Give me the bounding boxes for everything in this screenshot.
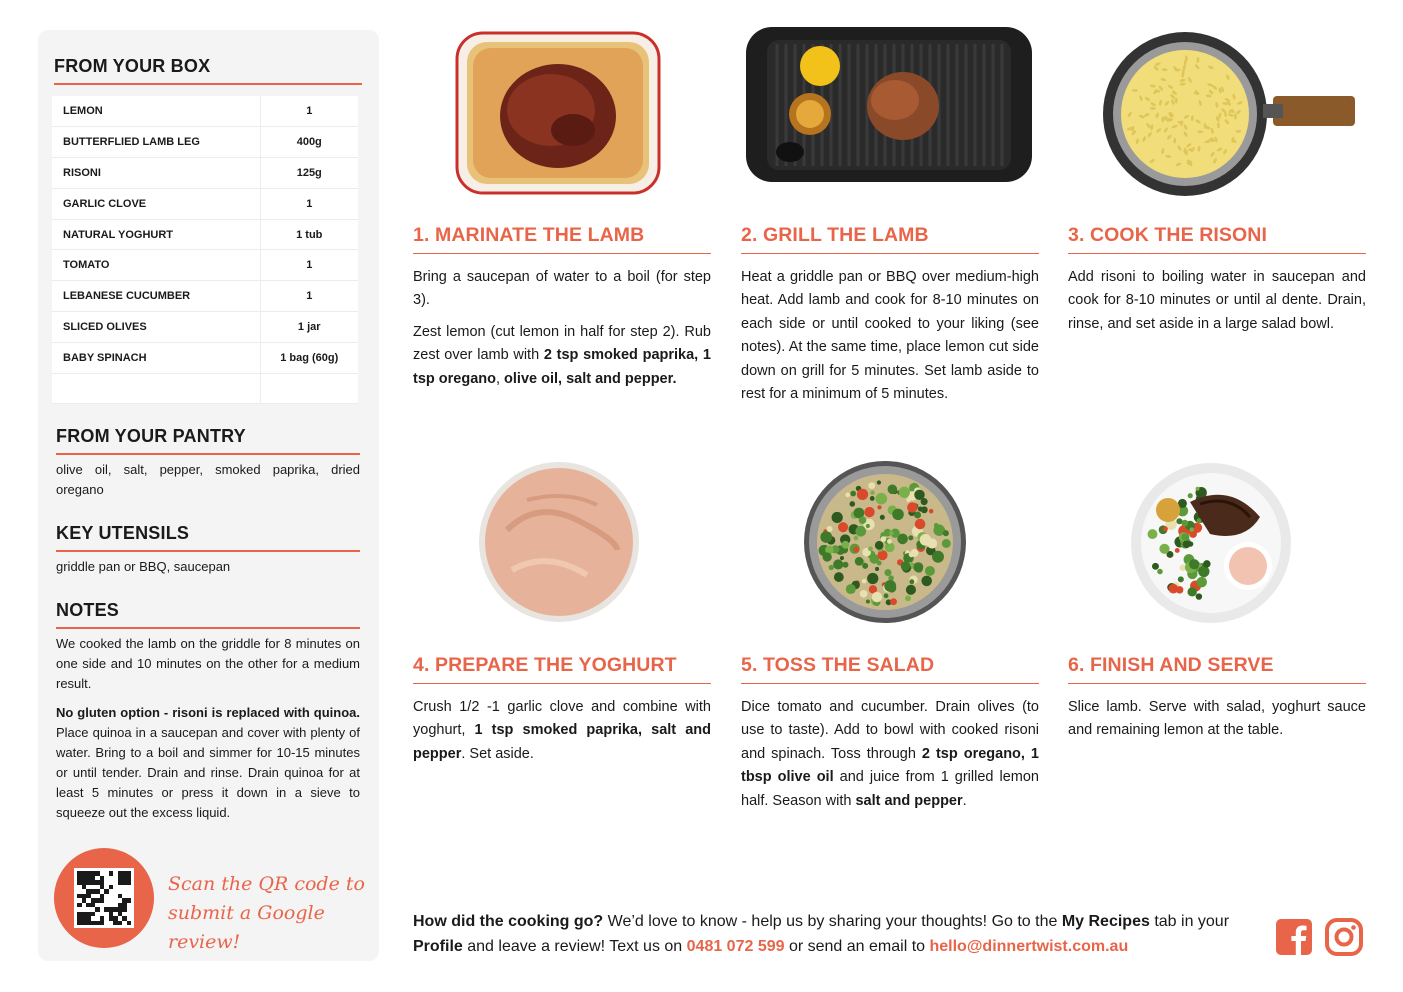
salad-bowl-photo <box>803 460 967 624</box>
ingredient-quantity: 1 bag (60g) <box>260 342 358 373</box>
ingredient-name: NATURAL YOGHURT <box>52 219 260 250</box>
notes-heading: NOTES <box>56 600 360 629</box>
step-instructions <box>1068 266 1366 336</box>
ingredient-row <box>52 250 358 281</box>
ingredient-name: LEBANESE CUCUMBER <box>52 281 260 312</box>
plated-dish-photo <box>1130 462 1292 624</box>
phone-link[interactable]: 0481 072 599 <box>686 938 785 955</box>
ingredient-quantity: 1 <box>260 188 358 219</box>
ingredient-name: LEMON <box>52 96 260 127</box>
from-your-box-heading: FROM YOUR BOX <box>54 56 362 85</box>
pantry-heading: FROM YOUR PANTRY <box>56 426 360 455</box>
ingredient-name <box>52 373 260 404</box>
feedback-footer <box>413 909 1263 959</box>
qr-code-icon[interactable] <box>74 868 134 928</box>
step-title: 4. PREPARE THE YOGHURT <box>413 654 711 684</box>
step-text: Heat a griddle pan or BBQ over medium-high heat. Add lamb and cook for 8-10 minutes on each side or until cooked to your liking (see notes). At the same time, place lemon cut side down on grill for 5 minutes. Set lamb aside to rest for a minimum of 5 minutes. <box>741 269 1039 403</box>
step-text: , <box>495 370 505 387</box>
qr-code-badge[interactable] <box>54 848 154 948</box>
qr-caption-line-1: Scan the QR code to <box>168 873 365 895</box>
ingredient-name: TOMATO <box>52 250 260 281</box>
footer-text: and leave a review! Text us on <box>462 938 687 955</box>
ingredient-row <box>52 342 358 373</box>
lamb-in-dish-photo <box>455 30 661 196</box>
griddle-pan-photo <box>745 24 1033 184</box>
ingredient-quantity: 400g <box>260 127 358 158</box>
qr-caption <box>168 870 368 957</box>
step-text: Bring a saucepan of water to a boil (for step 3). <box>413 269 711 309</box>
footer-text: tab in your <box>1149 913 1230 930</box>
step-text: Slice lamb. Serve with salad, yoghurt sauce and remaining lemon at the table. <box>1068 699 1366 739</box>
step-instructions <box>741 266 1039 406</box>
utensils-text: griddle pan or BBQ, saucepan <box>56 559 231 574</box>
step-title: 1. MARINATE THE LAMB <box>413 224 711 254</box>
step-text: and juice from 1 grilled lemon half. Season with <box>741 769 1039 809</box>
ingredient-emphasis: 2 tsp smoked paprika, 1 tsp oregano <box>413 347 711 387</box>
step-text: . Set aside. <box>461 745 534 762</box>
step-instructions <box>741 696 1039 813</box>
footer-text: We’d love to know - help us by sharing your thoughts! Go to the <box>603 913 1062 930</box>
risoni-in-sieve-photo <box>1095 30 1357 198</box>
ingredient-name: RISONI <box>52 158 260 189</box>
footer-text: or send an email to <box>784 938 930 955</box>
footer-text: How did the cooking go? <box>413 913 604 930</box>
ingredient-quantity: 1 tub <box>260 219 358 250</box>
footer-text: My Recipes <box>1061 913 1150 930</box>
qr-caption-line-2: submit a Google review! <box>168 902 325 953</box>
ingredient-emphasis: 1 tsp smoked paprika, salt and pepper <box>413 722 711 762</box>
email-link[interactable]: hello@dinnertwist.com.au <box>929 938 1129 955</box>
footer-text: Profile <box>413 938 463 955</box>
ingredient-emphasis: olive oil, salt and pepper. <box>504 370 677 387</box>
step-paragraph <box>741 266 1039 406</box>
step-title: 5. TOSS THE SALAD <box>741 654 1039 684</box>
step-text: Dice tomato and cucumber. Drain olives (to use to taste). Add to bowl with cooked risoni and spinach. Toss through <box>741 699 1039 762</box>
ingredient-row <box>52 96 358 127</box>
step-instructions <box>413 266 711 391</box>
step-instructions <box>413 696 711 766</box>
facebook-icon[interactable] <box>1275 918 1313 956</box>
utensils-heading: KEY UTENSILS <box>56 523 360 552</box>
ingredient-row <box>52 219 358 250</box>
ingredient-row <box>52 158 358 189</box>
step-paragraph <box>413 321 711 391</box>
qr-module <box>127 921 132 926</box>
step-text: Zest lemon (cut lemon in half for step 2). Rub zest over lamb with <box>413 323 711 364</box>
step-instructions <box>1068 696 1366 743</box>
gluten-free-note-lead: No gluten option - risoni is replaced with quinoa. <box>56 705 360 720</box>
step-paragraph <box>413 266 711 313</box>
ingredient-row <box>52 312 358 343</box>
ingredient-quantity: 1 jar <box>260 312 358 343</box>
ingredient-name: SLICED OLIVES <box>52 312 260 343</box>
ingredient-quantity: 125g <box>260 158 358 189</box>
gluten-free-note-body: Place quinoa in a saucepan and cover with plenty of water. Bring to a boil and simmer for 10-15 minutes or until tender. Drain and rinse. Drain quinoa for at least 5 minutes or press it down in a sieve to squeeze out the excess liquid. <box>56 725 360 820</box>
ingredient-quantity: 1 <box>260 281 358 312</box>
step-paragraph <box>1068 696 1366 743</box>
ingredient-emphasis: salt and pepper <box>855 792 963 809</box>
step-paragraph <box>741 696 1039 813</box>
ingredients-sidebar <box>38 30 379 961</box>
step-title: 3. COOK THE RISONI <box>1068 224 1366 254</box>
step-paragraph <box>413 696 711 766</box>
ingredient-quantity <box>260 373 358 404</box>
ingredient-quantity: 1 <box>260 250 358 281</box>
step-paragraph <box>1068 266 1366 336</box>
step-text: Crush 1/2 -1 garlic clove and combine with yoghurt, <box>413 699 711 739</box>
ingredient-row <box>52 188 358 219</box>
ingredient-name: BUTTERFLIED LAMB LEG <box>52 127 260 158</box>
ingredient-emphasis: 2 tsp oregano, 1 tbsp olive oil <box>741 745 1039 786</box>
notes-paragraph: We cooked the lamb on the griddle for 8 minutes on one side and 10 minutes on the other for a medium result. <box>56 636 360 691</box>
gluten-free-note <box>56 703 360 823</box>
ingredients-table <box>52 96 358 404</box>
ingredient-name: BABY SPINACH <box>52 342 260 373</box>
ingredient-row <box>52 127 358 158</box>
step-title: 2. GRILL THE LAMB <box>741 224 1039 254</box>
pantry-text: olive oil, salt, pepper, smoked paprika, dried oregano <box>56 462 360 497</box>
ingredient-row <box>52 373 358 404</box>
step-text: Add risoni to boiling water in saucepan and cook for 8-10 minutes or until al dente. Drain, rinse, and set aside in a large salad bowl. <box>1068 269 1366 332</box>
step-text: . <box>962 792 967 809</box>
step-title: 6. FINISH AND SERVE <box>1068 654 1366 684</box>
ingredient-row <box>52 281 358 312</box>
ingredient-quantity: 1 <box>260 96 358 127</box>
yoghurt-sauce-bowl-photo <box>477 460 641 624</box>
instagram-icon[interactable] <box>1325 918 1363 956</box>
ingredient-name: GARLIC CLOVE <box>52 188 260 219</box>
